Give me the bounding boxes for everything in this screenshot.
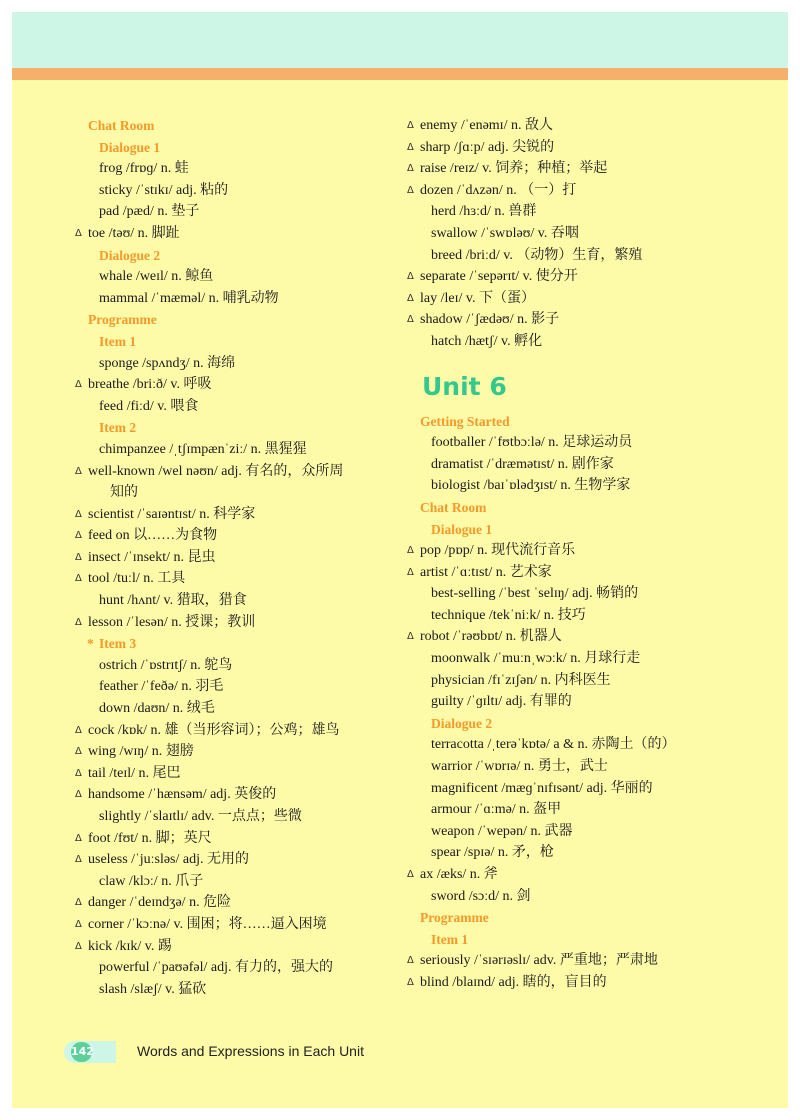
vocabulary-entry xyxy=(88,180,388,202)
vocabulary-entry xyxy=(88,266,388,288)
active-word-triangle-icon: Δ xyxy=(75,551,82,563)
vocabulary-entry xyxy=(88,590,388,612)
vocabulary-entry xyxy=(75,763,388,785)
entry-text: slash /slæʃ/ v. 猛砍 xyxy=(99,981,207,997)
vocabulary-entry xyxy=(407,626,750,648)
active-word-triangle-icon: Δ xyxy=(75,789,82,801)
entry-text: Dialogue 1 xyxy=(99,139,161,155)
entry-text: kick /kɪk/ v. 踢 xyxy=(88,938,172,954)
vocabulary-entry xyxy=(75,525,388,547)
entry-text: breed /briːd/ v. （动物）生育，繁殖 xyxy=(431,247,643,263)
entry-text: spear /spɪə/ n. 矛，枪 xyxy=(431,845,554,861)
entry-text: down /daʊn/ n. 绒毛 xyxy=(99,701,215,717)
entry-text: Programme xyxy=(420,910,489,926)
entry-text: Item 3 xyxy=(99,636,137,652)
vocabulary-entry xyxy=(407,266,750,288)
entry-text: Chat Room xyxy=(420,499,487,515)
subsection-heading xyxy=(88,633,388,655)
active-word-triangle-icon: Δ xyxy=(75,573,82,585)
entry-text: wing /wɪŋ/ n. 翅膀 xyxy=(88,744,194,760)
entry-text: lay /leɪ/ v. 下（蛋） xyxy=(420,290,535,306)
vocabulary-entry xyxy=(407,158,750,180)
subsection-heading xyxy=(420,519,750,541)
vocabulary-entry xyxy=(75,504,388,526)
entry-text: physician /fɪˈzɪʃən/ n. 内科医生 xyxy=(431,672,611,688)
vocabulary-entry xyxy=(75,720,388,742)
vocabulary-entry xyxy=(88,288,388,310)
vocabulary-entry xyxy=(420,331,750,353)
vocabulary-entry xyxy=(420,475,750,497)
vocabulary-entry xyxy=(420,201,750,223)
entry-text: chimpanzee /ˌtʃɪmpænˈziː/ n. 黑猩猩 xyxy=(99,441,307,457)
entry-text: swallow /ˈswɒləʊ/ v. 吞咽 xyxy=(431,225,579,241)
entry-text: lesson /ˈlesən/ n. 授课；教训 xyxy=(88,614,256,630)
subsection-heading xyxy=(88,245,388,267)
entry-text: shadow /ˈʃædəʊ/ n. 影子 xyxy=(420,312,560,328)
active-word-triangle-icon: Δ xyxy=(407,163,414,175)
vocabulary-entry xyxy=(88,676,388,698)
entry-text: armour /ˈɑːmə/ n. 盔甲 xyxy=(431,802,562,818)
active-word-triangle-icon: Δ xyxy=(75,746,82,758)
vocabulary-entry xyxy=(420,454,750,476)
vocabulary-entry xyxy=(75,568,388,590)
vocabulary-entry xyxy=(88,353,388,375)
entry-text: feed on 以……为食物 xyxy=(88,528,218,544)
entry-text: tail /teɪl/ n. 尾巴 xyxy=(88,765,181,781)
vocabulary-entry xyxy=(420,223,750,245)
vocabulary-entry xyxy=(407,115,750,137)
vocabulary-entry xyxy=(420,821,750,843)
vocabulary-entry xyxy=(88,871,388,893)
active-word-triangle-icon: Δ xyxy=(75,379,82,391)
orange-stripe xyxy=(12,68,788,80)
entry-text: well-known /wel nəʊn/ adj. 有名的，众所周 xyxy=(88,463,344,479)
entry-text: ostrich /ˈɒstrɪtʃ/ n. 鸵鸟 xyxy=(99,657,233,673)
entry-text: artist /ˈɑːtɪst/ n. 艺术家 xyxy=(420,564,552,580)
active-word-triangle-icon: Δ xyxy=(75,918,82,930)
entry-text: ax /æks/ n. 斧 xyxy=(420,867,498,882)
entry-text: sword /sɔːd/ n. 剑 xyxy=(431,888,531,904)
vocabulary-entry xyxy=(88,957,388,979)
vocabulary-entry xyxy=(420,778,750,800)
subsection-heading xyxy=(420,713,750,735)
vocabulary-entry xyxy=(407,288,750,310)
entry-text: Getting Started xyxy=(420,413,510,429)
vocabulary-entry xyxy=(75,461,388,483)
entry-text: weapon /ˈwepən/ n. 武器 xyxy=(431,823,573,839)
entry-text: enemy /ˈenəmɪ/ n. 敌人 xyxy=(420,118,553,133)
active-word-triangle-icon: Δ xyxy=(75,616,82,628)
vocabulary-entry xyxy=(420,245,750,267)
vocabulary-entry xyxy=(88,806,388,828)
entry-text: hunt /hʌnt/ v. 猎取，猎食 xyxy=(99,593,247,609)
vocabulary-entry xyxy=(88,979,388,1001)
vocabulary-entry xyxy=(420,432,750,454)
vocabulary-entry xyxy=(407,972,750,994)
active-word-triangle-icon: Δ xyxy=(407,976,414,988)
vocabulary-entry xyxy=(75,374,388,396)
active-word-triangle-icon: Δ xyxy=(75,508,82,520)
entry-text: danger /ˈdeɪndʒə/ n. 危险 xyxy=(88,895,232,911)
entry-text: sharp /ʃɑːp/ adj. 尖锐的 xyxy=(420,139,555,155)
entry-text: 知的 xyxy=(110,485,138,501)
entry-text: terracotta /ˌterəˈkɒtə/ a & n. 赤陶土（的） xyxy=(431,737,676,753)
vocabulary-entry xyxy=(407,864,750,886)
vocabulary-entry xyxy=(75,914,388,936)
entry-text: frog /frɒɡ/ n. 蛙 xyxy=(99,161,189,177)
top-band xyxy=(12,12,788,68)
vocabulary-entry xyxy=(75,741,388,763)
vocabulary-entry xyxy=(420,886,750,908)
entry-text: pop /pɒp/ n. 现代流行音乐 xyxy=(420,543,576,559)
entry-text: mammal /ˈmæməl/ n. 哺乳动物 xyxy=(99,290,279,306)
entry-text: whale /weɪl/ n. 鲸鱼 xyxy=(99,269,214,285)
subsection-heading xyxy=(88,137,388,159)
page-margin xyxy=(0,1108,800,1120)
unit-6-list xyxy=(407,411,750,994)
optional-marker: * xyxy=(87,636,94,652)
section-heading xyxy=(420,497,750,519)
entry-text: dozen /ˈdʌzən/ n. （一）打 xyxy=(420,182,577,198)
footer-title: Words and Expressions in Each Unit xyxy=(137,1043,364,1059)
vocabulary-entry xyxy=(75,892,388,914)
vocabulary-entry xyxy=(420,756,750,778)
vocabulary-entry xyxy=(407,309,750,331)
entry-text: sticky /ˈstɪkɪ/ adj. 粘的 xyxy=(99,182,229,198)
vocabulary-entry xyxy=(75,223,388,245)
entry-continuation xyxy=(88,482,388,504)
entry-text: warrior /ˈwɒrɪə/ n. 勇士，武士 xyxy=(431,759,608,775)
vocabulary-entry xyxy=(88,439,388,461)
vocabulary-entry xyxy=(75,828,388,850)
active-word-triangle-icon: Δ xyxy=(407,141,414,153)
entry-text: Item 1 xyxy=(99,333,137,349)
entry-text: insect /ˈɪnsekt/ n. 昆虫 xyxy=(88,549,216,565)
subsection-heading xyxy=(88,417,388,439)
entry-text: hatch /hætʃ/ v. 孵化 xyxy=(431,333,543,349)
unit-5-continued-list xyxy=(407,115,750,353)
vocabulary-entry xyxy=(420,799,750,821)
vocabulary-entry xyxy=(407,562,750,584)
vocabulary-entry xyxy=(407,137,750,159)
active-word-triangle-icon: Δ xyxy=(407,545,414,557)
vocabulary-entry xyxy=(88,698,388,720)
section-heading xyxy=(420,411,750,433)
entry-text: magnificent /mæɡˈnɪfɪsənt/ adj. 华丽的 xyxy=(431,780,653,796)
active-word-triangle-icon: Δ xyxy=(407,314,414,326)
vocabulary-entry xyxy=(88,396,388,418)
entry-text: separate /ˈsepərɪt/ v. 使分开 xyxy=(420,269,578,285)
vocabulary-entry xyxy=(75,612,388,634)
vocabulary-entry xyxy=(88,655,388,677)
entry-text: toe /təʊ/ n. 脚趾 xyxy=(88,225,180,241)
subsection-heading xyxy=(420,929,750,951)
entry-text: best-selling /ˈbest ˈselɪŋ/ adj. 畅销的 xyxy=(431,586,639,602)
active-word-triangle-icon: Δ xyxy=(75,897,82,909)
vocabulary-entry xyxy=(420,605,750,627)
vocabulary-entry xyxy=(88,158,388,180)
vocabulary-entry xyxy=(407,540,750,562)
entry-text: Dialogue 1 xyxy=(431,521,493,537)
active-word-triangle-icon: Δ xyxy=(407,120,414,131)
entry-text: blind /blaɪnd/ adj. 瞎的，盲目的 xyxy=(420,974,607,990)
left-vocabulary-column xyxy=(75,115,388,1000)
entry-text: powerful /ˈpaʊəfəl/ adj. 有力的，强大的 xyxy=(99,960,333,976)
entry-text: Dialogue 2 xyxy=(431,715,493,731)
entry-text: feather /ˈfeðə/ n. 羽毛 xyxy=(99,679,224,695)
active-word-triangle-icon: Δ xyxy=(75,227,82,239)
vocabulary-entry xyxy=(420,734,750,756)
vocabulary-entry xyxy=(420,670,750,692)
active-word-triangle-icon: Δ xyxy=(75,465,82,477)
active-word-triangle-icon: Δ xyxy=(407,566,414,578)
entry-text: Item 1 xyxy=(431,931,469,947)
entry-text: pad /pæd/ n. 垫子 xyxy=(99,204,200,220)
entry-text: robot /ˈrəʊbɒt/ n. 机器人 xyxy=(420,629,562,645)
active-word-triangle-icon: Δ xyxy=(407,292,414,304)
entry-text: dramatist /ˈdræmətɪst/ n. 剧作家 xyxy=(431,456,614,472)
active-word-triangle-icon: Δ xyxy=(407,184,414,196)
active-word-triangle-icon: Δ xyxy=(75,724,82,736)
vocabulary-entry xyxy=(88,201,388,223)
active-word-triangle-icon: Δ xyxy=(75,767,82,779)
entry-text: scientist /ˈsaɪəntɪst/ n. 科学家 xyxy=(88,506,256,522)
entry-text: feed /fiːd/ v. 喂食 xyxy=(99,398,199,414)
entry-text: tool /tuːl/ n. 工具 xyxy=(88,571,186,587)
vocabulary-entry xyxy=(75,784,388,806)
vocabulary-entry xyxy=(75,936,388,958)
active-word-triangle-icon: Δ xyxy=(75,530,82,542)
active-word-triangle-icon: Δ xyxy=(407,869,414,880)
entry-text: corner /ˈkɔːnə/ v. 围困；将……逼入困境 xyxy=(88,916,327,932)
section-heading xyxy=(88,309,388,331)
entry-text: cock /kɒk/ n. 雄（当形容词）；公鸡；雄鸟 xyxy=(88,722,340,738)
entry-text: technique /tekˈniːk/ n. 技巧 xyxy=(431,607,586,623)
vocabulary-entry xyxy=(407,950,750,972)
page-margin xyxy=(0,0,12,1120)
entry-text: sponge /spʌndʒ/ n. 海绵 xyxy=(99,355,236,371)
entry-text: guilty /ˈɡɪltɪ/ adj. 有罪的 xyxy=(431,694,572,710)
active-word-triangle-icon: Δ xyxy=(407,271,414,283)
subsection-heading xyxy=(88,331,388,353)
entry-text: Chat Room xyxy=(88,118,155,133)
vocabulary-entry xyxy=(75,849,388,871)
page-margin xyxy=(788,0,800,1120)
vocabulary-entry xyxy=(407,180,750,202)
entry-text: Item 2 xyxy=(99,420,137,436)
section-heading xyxy=(420,907,750,929)
page-number: 142 xyxy=(71,1042,92,1062)
active-word-triangle-icon: Δ xyxy=(75,854,82,866)
entry-text: moonwalk /ˈmuːnˌwɔːk/ n. 月球行走 xyxy=(431,651,641,667)
entry-text: Dialogue 2 xyxy=(99,247,161,263)
entry-text: useless /ˈjuːsləs/ adj. 无用的 xyxy=(88,852,249,868)
entry-text: herd /hɜːd/ n. 兽群 xyxy=(431,204,537,220)
entry-text: handsome /ˈhænsəm/ adj. 英俊的 xyxy=(88,787,277,803)
entry-text: footballer /ˈfʊtbɔːlə/ n. 足球运动员 xyxy=(431,435,633,451)
right-vocabulary-column xyxy=(407,115,750,994)
active-word-triangle-icon: Δ xyxy=(407,631,414,643)
section-heading xyxy=(88,115,388,137)
entry-text: seriously /ˈsɪərɪəslɪ/ adv. 严重地；严肃地 xyxy=(420,953,658,969)
entry-text: breathe /briːð/ v. 呼吸 xyxy=(88,377,212,393)
active-word-triangle-icon: Δ xyxy=(75,832,82,844)
vocabulary-entry xyxy=(75,547,388,569)
active-word-triangle-icon: Δ xyxy=(407,955,414,967)
active-word-triangle-icon: Δ xyxy=(75,940,82,952)
entry-text: foot /fʊt/ n. 脚；英尺 xyxy=(88,830,212,846)
vocabulary-entry xyxy=(420,648,750,670)
unit-title: Unit 6 xyxy=(422,371,507,401)
vocabulary-entry xyxy=(420,691,750,713)
entry-text: Programme xyxy=(88,312,157,328)
entry-text: slightly /ˈslaɪtlɪ/ adv. 一点点；些微 xyxy=(99,809,302,824)
entry-text: biologist /baɪˈɒlədʒɪst/ n. 生物学家 xyxy=(431,478,631,494)
vocabulary-entry xyxy=(420,583,750,605)
vocabulary-entry xyxy=(420,842,750,864)
entry-text: claw /klɔː/ n. 爪子 xyxy=(99,873,204,889)
page-margin xyxy=(0,0,800,12)
entry-text: raise /reɪz/ v. 饲养；种植；举起 xyxy=(420,161,608,177)
